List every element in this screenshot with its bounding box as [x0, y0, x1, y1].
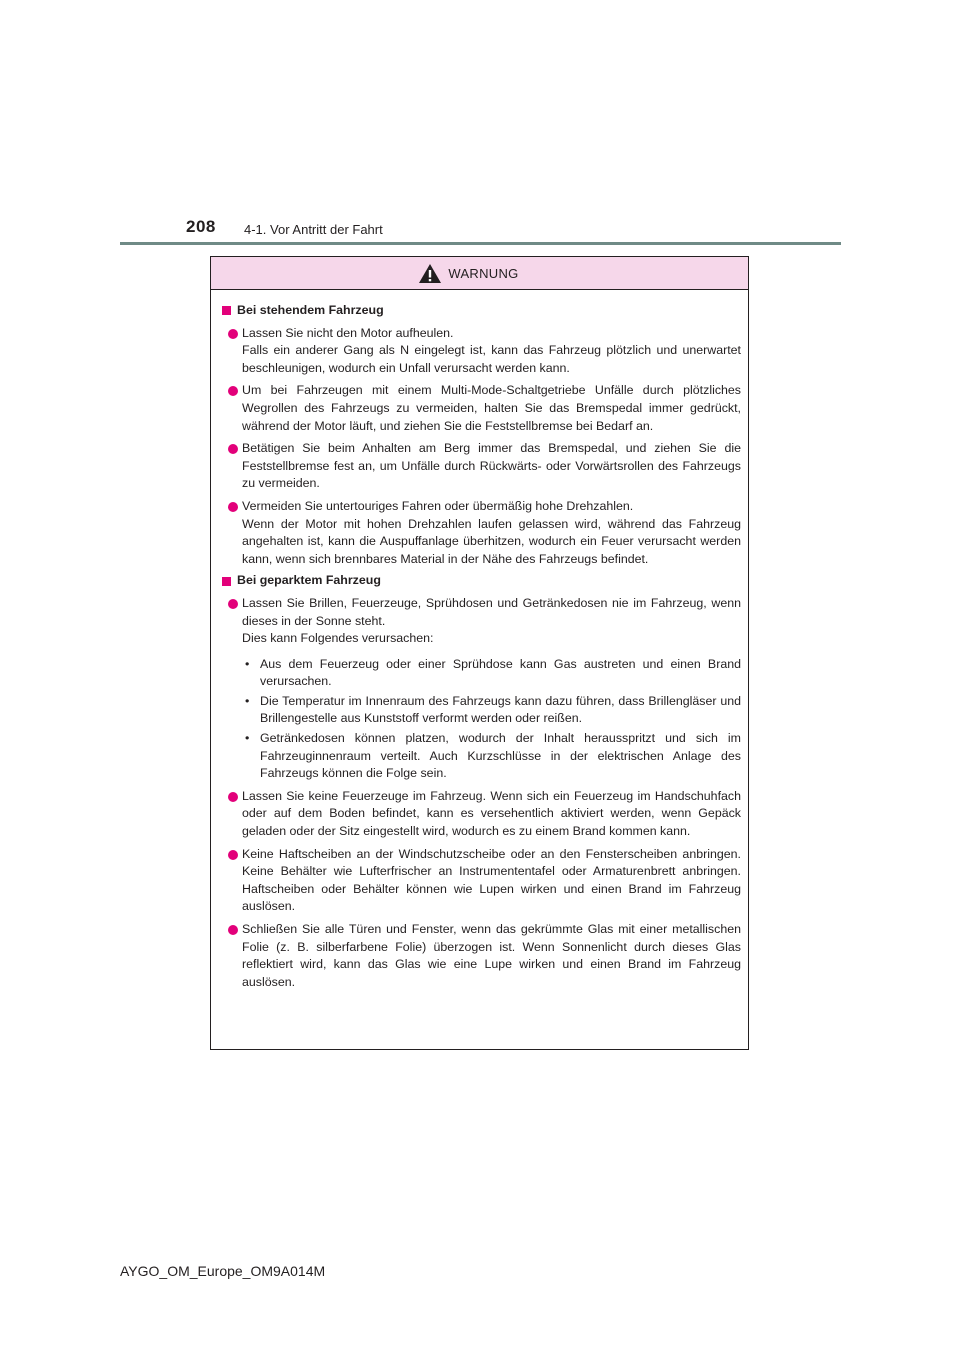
item-text: Vermeiden Sie untertouriges Fahren oder übermäßig hohe Drehzahlen.	[242, 498, 634, 513]
header-rule	[120, 242, 841, 245]
sub-bullet	[222, 656, 741, 691]
warning-box	[210, 256, 749, 1050]
list-item	[222, 921, 741, 991]
sub-bullet-text: Getränkedosen können platzen, wodurch der Inhalt herausspritzt und sich im Fahrzeuginnenraum verteilt. Auch Kurzschlüsse in der elektrischen Anlage des Fahrzeugs können die Folge sein.	[260, 731, 741, 781]
circle-bullet-icon	[228, 792, 238, 802]
section-heading-text: Bei stehendem Fahrzeug	[237, 303, 384, 317]
footer-doc-code: AYGO_OM_Europe_OM9A014M	[120, 1263, 326, 1279]
item-text: Lassen Sie Brillen, Feuerzeuge, Sprühdosen und Getränkedosen nie im Fahrzeug, wenn dieses in der Sonne steht.	[242, 595, 741, 628]
sub-bullet	[222, 693, 741, 728]
dot-bullet-icon: •	[245, 656, 250, 671]
dot-bullet-icon: •	[245, 693, 250, 708]
item-text: Lassen Sie keine Feuerzeuge im Fahrzeug. Wenn sich ein Feuerzeug im Handschuhfach oder auf dem Boden befindet, kann es versehentlich aktiviert werden, wenn Gepäck geladen oder der Sitz eingestellt wird, wodurch es zu einem Brand kommen kann.	[242, 788, 741, 839]
item-text: Um bei Fahrzeugen mit einem Multi-Mode-Schaltgetriebe Unfälle durch plötzliches Wegrollen des Fahrzeugs zu vermeiden, halten Sie das Bremspedal immer gedrückt, während der Motor läuft, und ziehen Sie die Feststellbremse bei Bedarf an.	[242, 383, 741, 433]
circle-bullet-icon	[228, 386, 238, 396]
square-bullet-icon	[222, 306, 231, 315]
warning-body	[211, 290, 748, 991]
circle-bullet-icon	[228, 599, 238, 609]
square-bullet-icon	[222, 577, 231, 586]
item-text: Lassen Sie nicht den Motor aufheulen.	[242, 325, 454, 340]
item-text: Keine Haftscheiben an der Windschutzscheibe oder an den Fensterscheiben anbringen. Keine Behälter wie Lufterfrischer an Instrumententafel oder Armaturenbrett anbringen. Haftscheiben oder Behälter können wie Lupen wirken und einen Brand im Fahrzeug auslösen.	[242, 846, 741, 914]
page-number: 208	[186, 217, 216, 236]
sub-bullet-text: Die Temperatur im Innenraum des Fahrzeugs kann dazu führen, dass Brillengläser und Brillengestelle aus Kunststoff verformt werden oder reißen.	[260, 693, 741, 726]
circle-bullet-icon	[228, 444, 238, 454]
circle-bullet-icon	[228, 329, 238, 339]
circle-bullet-icon	[228, 502, 238, 512]
warning-title: WARNUNG	[448, 265, 519, 281]
circle-bullet-icon	[228, 850, 238, 860]
section-title: 4-1. Vor Antritt der Fahrt	[244, 222, 383, 237]
list-item	[222, 325, 741, 378]
sub-bullet-list	[222, 656, 741, 783]
section-heading-text: Bei geparktem Fahrzeug	[237, 573, 381, 588]
item-text: Schließen Sie alle Türen und Fenster, wenn das gekrümmte Glas mit einer metallischen Folie (z. B. silberfarbene Folie) überzogen ist. Wenn Sonnenlicht durch dieses Glas reflektiert wird, kann das Glas wie eine Lupe wirken und einen Brand im Fahrzeug auslösen.	[242, 922, 741, 989]
list-item	[222, 846, 741, 916]
list-item	[222, 788, 741, 841]
item-text: Wenn der Motor mit hohen Drehzahlen laufen gelassen wird, während das Fahrzeug angehalten ist, kann die Auspuffanlage überhitzen, wodurch ein Feuer verursacht werden kann, wenn sich brennbares Material in der Nähe des Fahrzeugs befindet.	[242, 516, 741, 566]
item-text: Falls ein anderer Gang als N eingelegt ist, kann das Fahrzeug plötzlich und unerwartet beschleunigen, wodurch ein Unfall verursacht werden kann.	[242, 343, 741, 375]
section-heading	[222, 572, 741, 590]
list-item	[222, 595, 741, 648]
list-item	[222, 498, 741, 568]
section-heading	[222, 302, 741, 320]
warning-triangle-icon	[418, 263, 442, 284]
item-text: Betätigen Sie beim Anhalten am Berg immer das Bremspedal, und ziehen Sie die Feststellbremse fest an, um Unfälle durch Rückwärts- oder Vorwärtsrollen des Fahrzeugs zu vermeiden.	[242, 441, 741, 491]
sub-bullet-text: Aus dem Feuerzeug oder einer Sprühdose kann Gas austreten und einen Brand verursachen.	[260, 656, 741, 689]
list-item	[222, 440, 741, 493]
list-item	[222, 382, 741, 435]
dot-bullet-icon: •	[245, 731, 250, 746]
circle-bullet-icon	[228, 925, 238, 935]
warning-header	[211, 257, 748, 290]
sub-bullet	[222, 730, 741, 783]
item-text: Dies kann Folgendes verursachen:	[242, 631, 434, 646]
